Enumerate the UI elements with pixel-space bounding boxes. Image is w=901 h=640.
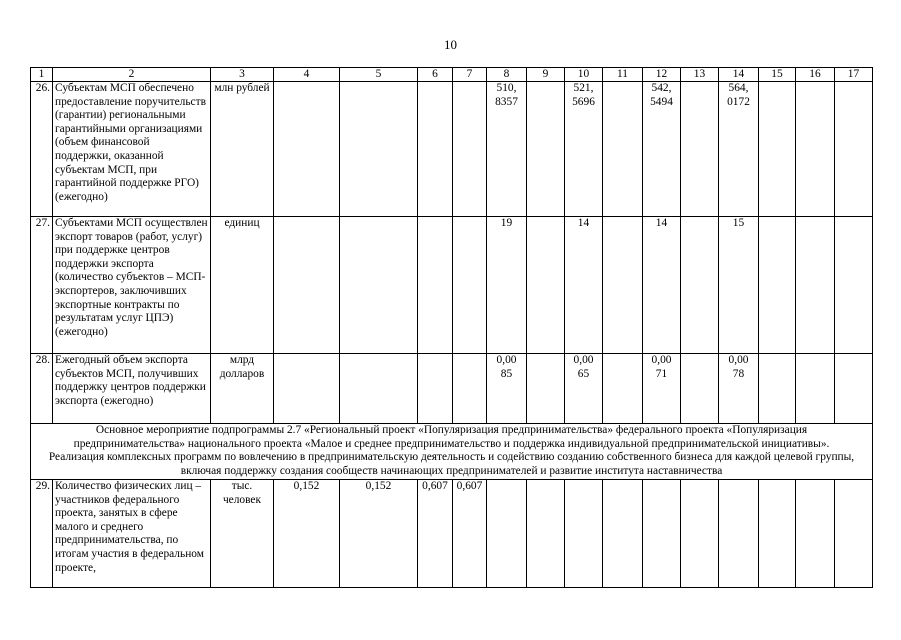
header-cell: 14 [719,68,759,82]
value-cell [603,480,643,588]
value-cell [835,217,873,354]
value-cell: 0,00 71 [643,354,681,424]
value-cell [453,354,487,424]
value-cell: 14 [643,217,681,354]
header-cell: 3 [211,68,274,82]
header-cell: 11 [603,68,643,82]
value-cell [340,354,418,424]
section-line: предпринимательства» национального проекта «Малое и среднее предпринимательство и поддержка индивидуальной предпринимательской инициативы». [73,437,830,450]
header-cell: 1 [31,68,53,82]
value-cell [274,217,340,354]
value-cell: 542, 5494 [643,82,681,217]
header-cell: 7 [453,68,487,82]
value-cell [681,217,719,354]
value-cell [418,217,453,354]
unit-cell: млрд долларов [211,354,274,424]
value-cell [340,217,418,354]
header-cell: 2 [53,68,211,82]
value-cell: 15 [719,217,759,354]
value-cell [274,354,340,424]
table-row [31,354,873,424]
value-cell [759,217,796,354]
header-cell: 17 [835,68,873,82]
row-number: 28. [31,354,53,424]
value-cell [759,480,796,588]
section-heading [31,424,873,480]
header-cell: 4 [274,68,340,82]
value-cell [835,82,873,217]
header-cell: 5 [340,68,418,82]
value-cell: 0,152 [274,480,340,588]
value-cell [565,480,603,588]
value-cell [418,354,453,424]
value-cell: 0,152 [340,480,418,588]
value-cell [274,82,340,217]
value-cell [835,354,873,424]
value-cell [643,480,681,588]
value-cell [796,480,835,588]
value-cell: 521, 5696 [565,82,603,217]
value-cell [527,354,565,424]
value-cell [796,82,835,217]
header-cell: 16 [796,68,835,82]
unit-cell: млн рублей [211,82,274,217]
header-cell: 13 [681,68,719,82]
value-cell [527,82,565,217]
value-cell [453,82,487,217]
header-row [31,68,873,82]
header-cell: 15 [759,68,796,82]
section-line: Реализация комплексных программ по вовлечению в предпринимательскую деятельность и содействию созданию собственного бизнеса для каждой целевой группы, [48,451,855,464]
section-line: Основное мероприятие подпрограммы 2.7 «Региональный проект «Популяризация предпринимательства» федерального проекта «Популяризация [95,424,808,436]
page-number: 10 [444,37,457,52]
value-cell [527,480,565,588]
value-cell: 14 [565,217,603,354]
value-cell: 0,00 78 [719,354,759,424]
value-cell: 564, 0172 [719,82,759,217]
value-cell [418,82,453,217]
value-cell [340,82,418,217]
value-cell [603,354,643,424]
value-cell [603,82,643,217]
indicator-name: Субъектам МСП обеспечено предоставление поручительств (гарантии) региональными гарантийными организациями (объем финансовой поддержки, оказанной субъектам МСП, при гарантийной поддержке РГО) (ежегодно) [53,82,211,217]
table-row [31,82,873,217]
value-cell: 0,607 [418,480,453,588]
value-cell [796,354,835,424]
value-cell [719,480,759,588]
unit-cell: тыс. человек [211,480,274,588]
indicator-name: Ежегодный объем экспорта субъектов МСП, получивших поддержку центров поддержки экспорта (ежегодно) [53,354,211,424]
header-cell: 9 [527,68,565,82]
value-cell: 19 [487,217,527,354]
value-cell: 0,00 65 [565,354,603,424]
value-cell [487,480,527,588]
indicator-name: Субъектами МСП осуществлен экспорт товаров (работ, услуг) при поддержке центров поддержки экспорта (количество субъектов – МСП-экспортеров, заключивших экспортные контракты по результатам услуг ЦПЭ) (ежегодно) [53,217,211,354]
section-row [31,424,873,480]
unit-cell: единиц [211,217,274,354]
value-cell: 0,00 85 [487,354,527,424]
indicators-table [30,67,873,588]
value-cell [681,354,719,424]
row-number: 29. [31,480,53,588]
value-cell [681,480,719,588]
indicator-name: Количество физических лиц – участников федерального проекта, занятых в сфере малого и среднего предпринимательства, по итогам участия в федеральном проекте, [53,480,211,588]
value-cell: 510, 8357 [487,82,527,217]
value-cell [603,217,643,354]
value-cell [835,480,873,588]
value-cell [796,217,835,354]
header-cell: 8 [487,68,527,82]
value-cell [681,82,719,217]
value-cell [759,82,796,217]
value-cell [453,217,487,354]
row-number: 26. [31,82,53,217]
section-line: включая поддержку создания сообществ начинающих предпринимателей и развитие института наставничества [180,464,723,477]
header-cell: 10 [565,68,603,82]
value-cell [759,354,796,424]
value-cell [527,217,565,354]
header-cell: 12 [643,68,681,82]
table-row [31,217,873,354]
value-cell: 0,607 [453,480,487,588]
table-row [31,480,873,588]
row-number: 27. [31,217,53,354]
header-cell: 6 [418,68,453,82]
